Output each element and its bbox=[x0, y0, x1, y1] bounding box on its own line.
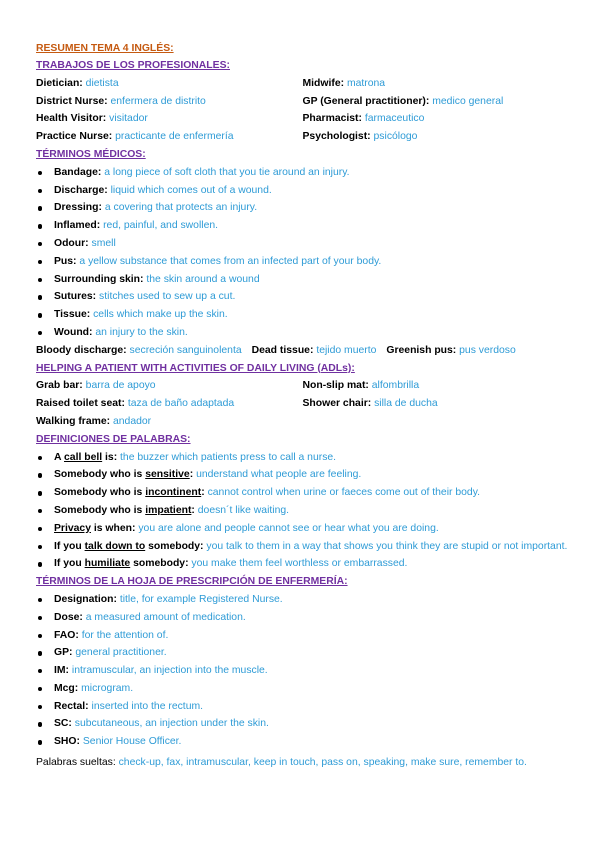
list-item: If you humiliate somebody: you make them feel worthless or embarrassed. bbox=[36, 555, 569, 573]
list-item: Somebody who is impatient: doesn´t like waiting. bbox=[36, 502, 569, 520]
term-entry: Raised toilet seat: taza de baño adaptada bbox=[36, 398, 235, 410]
term-entry: Bloody discharge: secreción sanguinolenta bbox=[36, 344, 242, 356]
term-entry: Dietician: dietista bbox=[36, 77, 119, 89]
medical-extra-terms bbox=[36, 342, 569, 360]
prescription-terms-list bbox=[36, 591, 569, 751]
list-item: Odour: smell bbox=[36, 235, 569, 253]
list-item: SHO: Senior House Officer. bbox=[36, 733, 569, 751]
section-heading-professionals: TRABAJOS DE LOS PROFESIONALES: bbox=[36, 60, 230, 71]
list-item: Discharge: liquid which comes out of a wound. bbox=[36, 182, 569, 200]
list-item: Privacy is when: you are alone and people cannot see or hear what you are doing. bbox=[36, 520, 569, 538]
list-item: If you talk down to somebody: you talk to them in a way that shows you think they are stupid or not important. bbox=[36, 538, 569, 556]
medical-terms-list bbox=[36, 164, 569, 342]
list-item: Dose: a measured amount of medication. bbox=[36, 609, 569, 627]
list-item: A call bell is: the buzzer which patients press to call a nurse. bbox=[36, 449, 569, 467]
term-entry: Shower chair: silla de ducha bbox=[302, 398, 438, 410]
professionals-grid bbox=[36, 75, 569, 146]
list-item: Designation: title, for example Registered Nurse. bbox=[36, 591, 569, 609]
term-entry: Health Visitor: visitador bbox=[36, 113, 148, 125]
term-entry: Practice Nurse: practicante de enfermería bbox=[36, 131, 234, 143]
adl-grid bbox=[36, 377, 569, 430]
list-item: Somebody who is sensitive: understand what people are feeling. bbox=[36, 466, 569, 484]
list-item: Rectal: inserted into the rectum. bbox=[36, 698, 569, 716]
term-entry: Midwife: matrona bbox=[302, 77, 386, 89]
loose-words-label: Palabras sueltas: bbox=[36, 757, 116, 769]
section-heading-adl: HELPING A PATIENT WITH ACTIVITIES OF DAILY LIVING (ADLs): bbox=[36, 362, 355, 374]
definitions-list bbox=[36, 449, 569, 574]
term-entry: Grab bar: barra de apoyo bbox=[36, 380, 156, 392]
list-item: Sutures: stitches used to sew up a cut. bbox=[36, 288, 569, 306]
list-item: Wound: an injury to the skin. bbox=[36, 324, 569, 342]
term-entry: Greenish pus: pus verdoso bbox=[386, 344, 516, 356]
list-item: FAO: for the attention of. bbox=[36, 627, 569, 645]
list-item: Dressing: a covering that protects an injury. bbox=[36, 199, 569, 217]
list-item: Bandage: a long piece of soft cloth that you tie around an injury. bbox=[36, 164, 569, 182]
list-item: Tissue: cells which make up the skin. bbox=[36, 306, 569, 324]
term-entry: District Nurse: enfermera de distrito bbox=[36, 95, 206, 107]
list-item: SC: subcutaneous, an injection under the skin. bbox=[36, 715, 569, 733]
term-entry: Psychologist: psicólogo bbox=[302, 131, 418, 143]
term-entry: Non-slip mat: alfombrilla bbox=[302, 380, 420, 392]
term-entry: Pharmacist: farmaceutico bbox=[302, 113, 425, 125]
list-item: IM: intramuscular, an injection into the muscle. bbox=[36, 662, 569, 680]
term-entry: Dead tissue: tejido muerto bbox=[251, 344, 377, 356]
loose-words-text: check-up, fax, intramuscular, keep in touch, pass on, speaking, make sure, remember to. bbox=[118, 757, 527, 769]
list-item: Pus: a yellow substance that comes from an infected part of your body. bbox=[36, 253, 569, 271]
document-title: RESUMEN TEMA 4 INGLÉS: bbox=[36, 43, 174, 54]
term-entry: GP (General practitioner): medico general bbox=[302, 95, 504, 107]
term-entry: Walking frame: andador bbox=[36, 415, 152, 427]
loose-words bbox=[36, 754, 569, 772]
list-item: Surrounding skin: the skin around a wound bbox=[36, 271, 569, 289]
section-heading-definitions: DEFINICIONES DE PALABRAS: bbox=[36, 433, 191, 445]
list-item: Somebody who is incontinent: cannot control when urine or faeces come out of their body. bbox=[36, 484, 569, 502]
list-item: GP: general practitioner. bbox=[36, 644, 569, 662]
list-item: Mcg: microgram. bbox=[36, 680, 569, 698]
section-heading-medical: TÉRMINOS MÉDICOS: bbox=[36, 148, 146, 160]
list-item: Inflamed: red, painful, and swollen. bbox=[36, 217, 569, 235]
section-heading-prescription: TÉRMINOS DE LA HOJA DE PRESCRIPCIÓN DE ENFERMERÍA: bbox=[36, 576, 348, 588]
